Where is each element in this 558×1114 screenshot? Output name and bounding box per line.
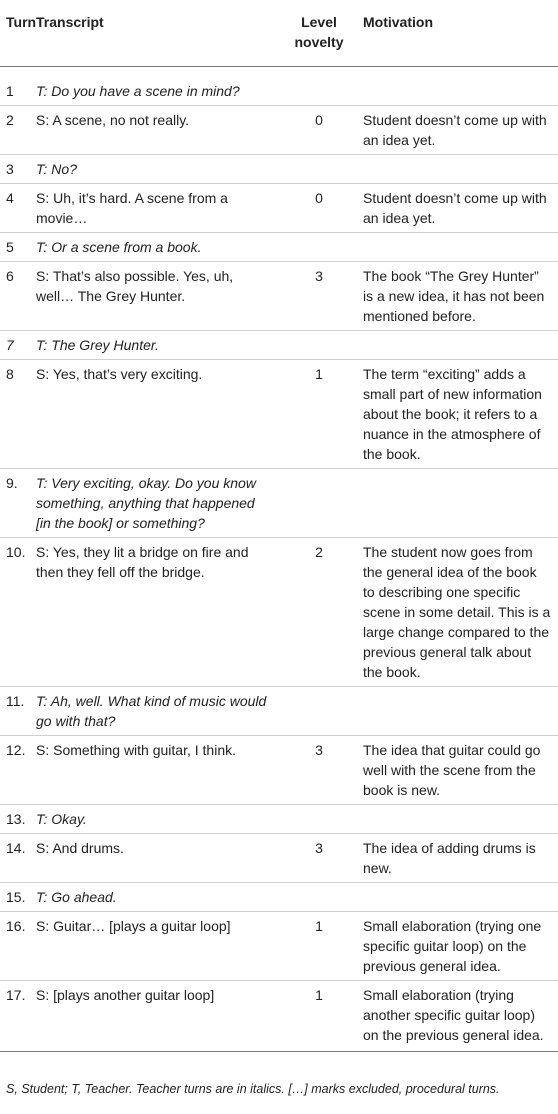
- table-row: [0, 980, 558, 1051]
- transcript-text: T: The Grey Hunter.: [36, 330, 283, 359]
- transcript-text: T: Go ahead.: [36, 882, 283, 911]
- turn-number: 14.: [0, 833, 36, 882]
- transcript-text: S: Guitar… [plays a guitar loop]: [36, 911, 283, 980]
- table-row: [0, 154, 558, 183]
- table-row: [0, 804, 558, 833]
- motivation-text: [355, 882, 558, 911]
- transcript-text: T: Do you have a scene in mind?: [36, 66, 283, 105]
- level-novelty-value: [283, 154, 355, 183]
- level-novelty-value: 0: [283, 183, 355, 232]
- motivation-text: The book “The Grey Hunter” is a new idea, it has not been mentioned before.: [355, 261, 558, 330]
- turn-number: 13.: [0, 804, 36, 833]
- turn-number: 12.: [0, 735, 36, 804]
- turn-number: 1: [0, 66, 36, 105]
- motivation-text: [355, 330, 558, 359]
- table-row: [0, 686, 558, 735]
- motivation-text: Student doesn’t come up with an idea yet.: [355, 105, 558, 154]
- motivation-text: The term “exciting” adds a small part of new information about the book; it refers to a nuance in the atmosphere of the book.: [355, 359, 558, 468]
- turn-number: 9.: [0, 468, 36, 537]
- turn-number: 3: [0, 154, 36, 183]
- motivation-text: The student now goes from the general idea of the book to describing one specific scene in some detail. This is a large change compared to the previous general talk about the book.: [355, 537, 558, 686]
- turn-number: 17.: [0, 980, 36, 1051]
- motivation-text: [355, 686, 558, 735]
- transcript-text: T: No?: [36, 154, 283, 183]
- turn-number: 10.: [0, 537, 36, 686]
- table-row: [0, 359, 558, 468]
- turn-number: 15.: [0, 882, 36, 911]
- motivation-text: The idea that guitar could go well with the scene from the book is new.: [355, 735, 558, 804]
- motivation-text: The idea of adding drums is new.: [355, 833, 558, 882]
- table-row: [0, 261, 558, 330]
- transcript-text: S: A scene, no not really.: [36, 105, 283, 154]
- table-row: [0, 330, 558, 359]
- table-row: [0, 735, 558, 804]
- level-novelty-value: [283, 804, 355, 833]
- motivation-text: [355, 804, 558, 833]
- turn-number: 8: [0, 359, 36, 468]
- motivation-text: [355, 154, 558, 183]
- transcript-text: S: Something with guitar, I think.: [36, 735, 283, 804]
- table-row: [0, 882, 558, 911]
- table-row: [0, 66, 558, 105]
- transcript-text: T: Or a scene from a book.: [36, 232, 283, 261]
- motivation-text: Student doesn’t come up with an idea yet.: [355, 183, 558, 232]
- motivation-text: [355, 66, 558, 105]
- turn-number: 16.: [0, 911, 36, 980]
- transcript-text: S: Uh, it’s hard. A scene from a movie…: [36, 183, 283, 232]
- transcript-text: S: Yes, they lit a bridge on fire and then they fell off the bridge.: [36, 537, 283, 686]
- turn-number: 11.: [0, 686, 36, 735]
- table-header-row: [0, 0, 558, 66]
- transcript-text: S: Yes, that’s very exciting.: [36, 359, 283, 468]
- table-row: [0, 911, 558, 980]
- turn-number: 7: [0, 330, 36, 359]
- level-novelty-value: 0: [283, 105, 355, 154]
- level-novelty-value: 3: [283, 833, 355, 882]
- motivation-text: Small elaboration (trying another specific guitar loop) on the previous general idea.: [355, 980, 558, 1051]
- transcript-text: S: [plays another guitar loop]: [36, 980, 283, 1051]
- transcript-text: T: Very exciting, okay. Do you know something, anything that happened [in the book] or something?: [36, 468, 283, 537]
- header-level-novelty: Level novelty: [283, 0, 355, 66]
- motivation-text: [355, 232, 558, 261]
- level-novelty-value: [283, 882, 355, 911]
- level-novelty-value: 1: [283, 980, 355, 1051]
- transcript-text: T: Okay.: [36, 804, 283, 833]
- level-novelty-value: 3: [283, 261, 355, 330]
- level-novelty-value: [283, 330, 355, 359]
- level-novelty-value: 3: [283, 735, 355, 804]
- table-row: [0, 183, 558, 232]
- level-novelty-value: [283, 686, 355, 735]
- header-motivation: Motivation: [355, 0, 558, 66]
- level-novelty-value: 2: [283, 537, 355, 686]
- level-novelty-value: 1: [283, 359, 355, 468]
- turn-number: 5: [0, 232, 36, 261]
- turn-number: 6: [0, 261, 36, 330]
- table-row: [0, 232, 558, 261]
- level-novelty-value: [283, 232, 355, 261]
- level-novelty-value: [283, 468, 355, 537]
- motivation-text: [355, 468, 558, 537]
- header-transcript: Transcript: [36, 0, 283, 66]
- table-row: [0, 468, 558, 537]
- table-body: [0, 66, 558, 1051]
- level-novelty-value: 1: [283, 911, 355, 980]
- table-footnote: S, Student; T, Teacher. Teacher turns are in italics. […] marks excluded, procedural turns.: [6, 1082, 500, 1096]
- header-turn: Turn: [0, 0, 36, 66]
- table-row: [0, 105, 558, 154]
- transcript-text: S: That’s also possible. Yes, uh, well… The Grey Hunter.: [36, 261, 283, 330]
- transcript-text: T: Ah, well. What kind of music would go with that?: [36, 686, 283, 735]
- motivation-text: Small elaboration (trying one specific guitar loop) on the previous general idea.: [355, 911, 558, 980]
- table-row: [0, 537, 558, 686]
- turn-number: 2: [0, 105, 36, 154]
- table-row: [0, 833, 558, 882]
- transcript-text: S: And drums.: [36, 833, 283, 882]
- turn-number: 4: [0, 183, 36, 232]
- level-novelty-value: [283, 66, 355, 105]
